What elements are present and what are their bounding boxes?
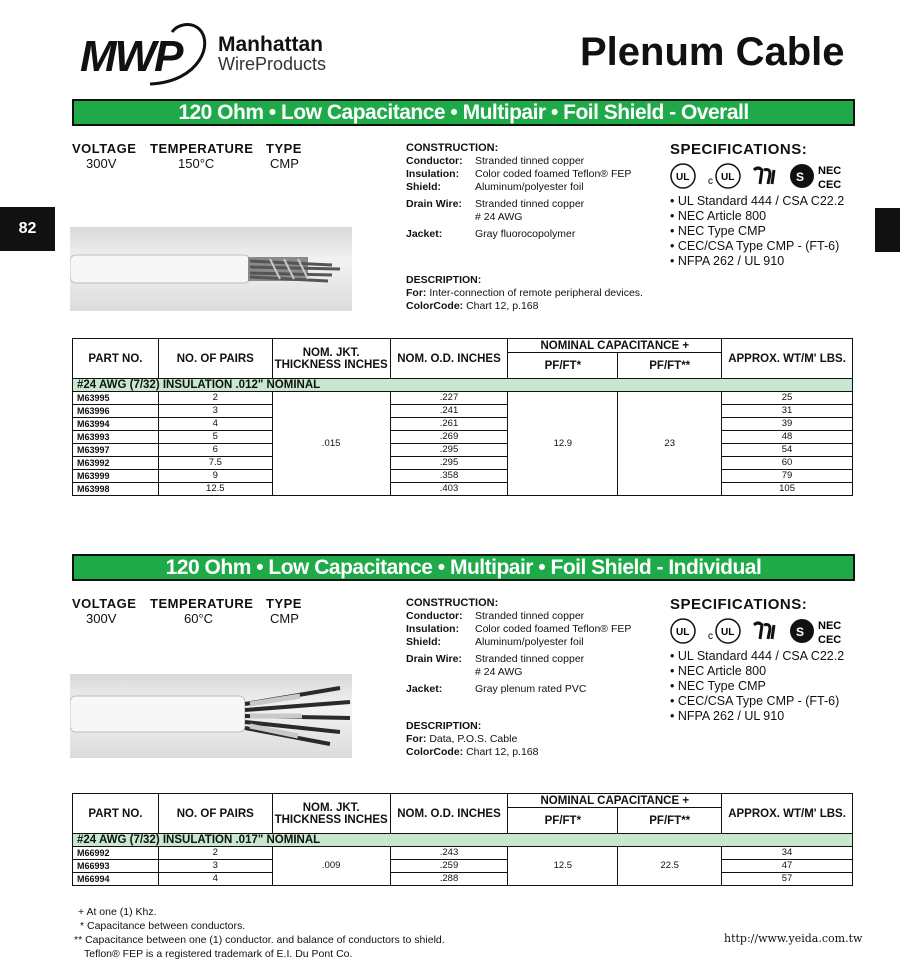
cable-illustration	[70, 227, 352, 311]
header-weight: APPROX. WT/M' LBS.	[722, 794, 853, 834]
jacket-value: Gray plenum rated PVC	[475, 683, 587, 695]
certification-marks	[670, 613, 860, 649]
cable-photo	[70, 227, 352, 311]
c-mark-text: c	[708, 631, 713, 642]
mwp-logo	[80, 22, 215, 88]
weight-value: 60	[722, 457, 853, 470]
od-value: .403	[390, 483, 508, 496]
construction-block	[406, 142, 666, 241]
ul-mark-text: UL	[676, 172, 690, 183]
pairs-value: 6	[158, 444, 272, 457]
company-name-line2: WireProducts	[218, 54, 327, 74]
specifications-title: SPECIFICATIONS:	[670, 141, 808, 158]
header-capacitance: NOMINAL CAPACITANCE +	[508, 794, 722, 808]
nec-mark-text: NEC	[818, 165, 842, 177]
weight-value: 34	[722, 847, 853, 860]
cert-logos-icon	[670, 613, 860, 649]
od-value: .259	[390, 860, 508, 873]
conductor-label: Conductor:	[406, 155, 463, 167]
for-value: Inter-connection of remote peripheral devices.	[429, 287, 643, 299]
od-value: .295	[390, 457, 508, 470]
capacitance-pf1-value: 12.5	[508, 847, 618, 886]
footnote: Teflon® FEP is a registered trademark of E.I. Du Pont Co.	[84, 948, 353, 960]
header-pf-ft-1: PF/FT*	[508, 808, 618, 834]
table-row	[73, 405, 853, 418]
footnote: + At one (1) Khz.	[78, 906, 157, 918]
voltage-value: 300V	[86, 156, 117, 171]
type-label: TYPE	[266, 596, 302, 611]
spec-item: • NEC Article 800	[670, 209, 767, 223]
spec-item: • CEC/CSA Type CMP - (FT-6)	[670, 694, 840, 708]
table-row	[73, 873, 853, 886]
type-value: CMP	[270, 156, 299, 171]
temperature-value: 60°C	[184, 611, 214, 626]
pairs-value: 5	[158, 431, 272, 444]
drain-wire-value: Stranded tinned copper	[475, 198, 585, 210]
voltage-label: VOLTAGE	[72, 141, 137, 156]
header-weight: APPROX. WT/M' LBS.	[722, 339, 853, 379]
jacket-label: Jacket:	[406, 228, 443, 240]
part-number: M63996	[73, 405, 159, 418]
ratings-block	[72, 141, 392, 171]
ratings-block	[72, 596, 392, 626]
insulation-label: Insulation:	[406, 623, 460, 635]
part-number: M63997	[73, 444, 159, 457]
weight-value: 57	[722, 873, 853, 886]
footnotes	[74, 905, 445, 961]
header-capacitance: NOMINAL CAPACITANCE +	[508, 339, 722, 353]
part-number: M63993	[73, 431, 159, 444]
cec-mark-text: CEC	[818, 634, 842, 646]
part-number: M66993	[73, 860, 159, 873]
pairs-value: 4	[158, 873, 272, 886]
weight-value: 105	[722, 483, 853, 496]
pairs-value: 7.5	[158, 457, 272, 470]
conductor-value: Stranded tinned copper	[475, 610, 585, 622]
od-value: .261	[390, 418, 508, 431]
svg-text:S: S	[796, 625, 805, 639]
specifications-block	[670, 141, 860, 269]
logo-mark-text: MWP	[80, 32, 182, 81]
specifications-title: SPECIFICATIONS:	[670, 596, 808, 613]
conductor-value: Stranded tinned copper	[475, 155, 585, 167]
part-number: M66994	[73, 873, 159, 886]
table-row	[73, 860, 853, 873]
part-number: M63994	[73, 418, 159, 431]
awg-group-row: #24 AWG (7/32) INSULATION .012" NOMINAL	[73, 379, 853, 392]
table-row	[73, 847, 853, 860]
table-row	[73, 431, 853, 444]
drain-wire-value: Stranded tinned copper	[475, 653, 585, 665]
od-value: .295	[390, 444, 508, 457]
type-value: CMP	[270, 611, 299, 626]
part-number: M63995	[73, 392, 159, 405]
pairs-value: 12.5	[158, 483, 272, 496]
awg-group-row: #24 AWG (7/32) INSULATION .017" NOMINAL	[73, 834, 853, 847]
header-jacket-thickness: NOM. JKT. THICKNESS INCHES	[272, 339, 390, 379]
table-row	[73, 483, 853, 496]
drain-wire-gauge: # 24 AWG	[475, 666, 523, 678]
header-part-no: PART NO.	[73, 339, 159, 379]
construction-title: CONSTRUCTION:	[406, 142, 499, 154]
shield-label: Shield:	[406, 181, 442, 193]
insulation-label: Insulation:	[406, 168, 460, 180]
table-row	[73, 418, 853, 431]
cable-spec-table	[72, 793, 853, 886]
footnote: ** Capacitance between one (1) conductor. and balance of conductors to shield.	[74, 934, 445, 946]
for-label: For:	[406, 287, 427, 299]
cul-mark-text: UL	[721, 627, 735, 638]
temperature-value: 150°C	[178, 156, 215, 171]
spec-item: • UL Standard 444 / CSA C22.2	[670, 194, 845, 208]
header-od: NOM. O.D. INCHES	[390, 339, 508, 379]
temperature-label: TEMPERATURE	[150, 596, 254, 611]
specifications-list	[670, 194, 860, 269]
jacket-thickness-value: .009	[272, 847, 390, 886]
pairs-value: 3	[158, 860, 272, 873]
for-value: Data, P.O.S. Cable	[429, 733, 518, 745]
insulation-value: Color coded foamed Teflon® FEP	[475, 168, 632, 180]
weight-value: 54	[722, 444, 853, 457]
od-value: .288	[390, 873, 508, 886]
drain-wire-label: Drain Wire:	[406, 198, 462, 210]
weight-value: 25	[722, 392, 853, 405]
header-pairs: NO. OF PAIRS	[158, 794, 272, 834]
part-number: M63992	[73, 457, 159, 470]
svg-text:S: S	[796, 170, 805, 184]
weight-value: 31	[722, 405, 853, 418]
weight-value: 48	[722, 431, 853, 444]
jacket-thickness-value: .015	[272, 392, 390, 496]
page-edge-tab	[875, 208, 900, 252]
pairs-value: 2	[158, 847, 272, 860]
header-jacket-thickness: NOM. JKT. THICKNESS INCHES	[272, 794, 390, 834]
cable-illustration	[70, 674, 352, 758]
spec-item: • UL Standard 444 / CSA C22.2	[670, 649, 845, 663]
shield-label: Shield:	[406, 636, 442, 648]
nec-mark-text: NEC	[818, 620, 842, 632]
od-value: .241	[390, 405, 508, 418]
spec-item: • NFPA 262 / UL 910	[670, 254, 785, 268]
description-block	[406, 274, 643, 313]
company-name	[218, 34, 326, 73]
od-value: .227	[390, 392, 508, 405]
voltage-label: VOLTAGE	[72, 596, 137, 611]
description-block	[406, 720, 538, 759]
cert-logos-icon	[670, 158, 860, 194]
cable-photo	[70, 674, 352, 758]
part-number: M66992	[73, 847, 159, 860]
header-pairs: NO. OF PAIRS	[158, 339, 272, 379]
table-row	[73, 457, 853, 470]
header-part-no: PART NO.	[73, 794, 159, 834]
shield-value: Aluminum/polyester foil	[475, 636, 584, 648]
od-value: .243	[390, 847, 508, 860]
page-title: Plenum Cable	[580, 30, 845, 74]
drain-wire-gauge: # 24 AWG	[475, 211, 523, 223]
weight-value: 79	[722, 470, 853, 483]
description-title: DESCRIPTION:	[406, 720, 482, 732]
website-url[interactable]: http://www.yeida.com.tw	[724, 932, 863, 945]
colorcode-label: ColorCode:	[406, 746, 464, 758]
shield-value: Aluminum/polyester foil	[475, 181, 584, 193]
cec-mark-text: CEC	[818, 179, 842, 191]
specifications-list	[670, 649, 860, 724]
colorcode-label: ColorCode:	[406, 300, 464, 312]
od-value: .269	[390, 431, 508, 444]
page-number-tab: 82	[0, 207, 55, 251]
colorcode-value: Chart 12, p.168	[466, 746, 539, 758]
weight-value: 47	[722, 860, 853, 873]
od-value: .358	[390, 470, 508, 483]
capacitance-pf2-value: 23	[618, 392, 722, 496]
jacket-label: Jacket:	[406, 683, 443, 695]
cable-spec-table	[72, 338, 853, 496]
cul-mark-text: UL	[721, 172, 735, 183]
table-row	[73, 392, 853, 405]
pairs-value: 2	[158, 392, 272, 405]
temperature-label: TEMPERATURE	[150, 141, 254, 156]
spec-item: • NEC Type CMP	[670, 224, 766, 238]
c-mark-text: c	[708, 176, 713, 187]
certification-marks	[670, 158, 860, 194]
pairs-value: 3	[158, 405, 272, 418]
type-label: TYPE	[266, 141, 302, 156]
header-od: NOM. O.D. INCHES	[390, 794, 508, 834]
description-title: DESCRIPTION:	[406, 274, 482, 286]
header-pf-ft-1: PF/FT*	[508, 353, 618, 379]
part-number: M63998	[73, 483, 159, 496]
part-number: M63999	[73, 470, 159, 483]
table-row	[73, 470, 853, 483]
drain-wire-label: Drain Wire:	[406, 653, 462, 665]
spec-item: • NEC Article 800	[670, 664, 767, 678]
spec-item: • CEC/CSA Type CMP - (FT-6)	[670, 239, 840, 253]
capacitance-pf2-value: 22.5	[618, 847, 722, 886]
specifications-block	[670, 596, 860, 724]
jacket-value: Gray fluorocopolymer	[475, 228, 576, 240]
pairs-value: 4	[158, 418, 272, 431]
capacitance-pf1-value: 12.9	[508, 392, 618, 496]
for-label: For:	[406, 733, 427, 745]
voltage-value: 300V	[86, 611, 117, 626]
spec-item: • NFPA 262 / UL 910	[670, 709, 785, 723]
footnote: * Capacitance between conductors.	[80, 920, 246, 932]
header-pf-ft-2: PF/FT**	[618, 353, 722, 379]
weight-value: 39	[722, 418, 853, 431]
colorcode-value: Chart 12, p.168	[466, 300, 539, 312]
table-row	[73, 444, 853, 457]
section-banner: 120 Ohm • Low Capacitance • Multipair • Foil Shield - Individual	[72, 554, 855, 581]
conductor-label: Conductor:	[406, 610, 463, 622]
section-banner: 120 Ohm • Low Capacitance • Multipair • Foil Shield - Overall	[72, 99, 855, 126]
company-name-line1: Manhattan	[218, 33, 323, 56]
ul-mark-text: UL	[676, 627, 690, 638]
header-pf-ft-2: PF/FT**	[618, 808, 722, 834]
spec-item: • NEC Type CMP	[670, 679, 766, 693]
pairs-value: 9	[158, 470, 272, 483]
insulation-value: Color coded foamed Teflon® FEP	[475, 623, 632, 635]
construction-block	[406, 597, 666, 696]
construction-title: CONSTRUCTION:	[406, 597, 499, 609]
